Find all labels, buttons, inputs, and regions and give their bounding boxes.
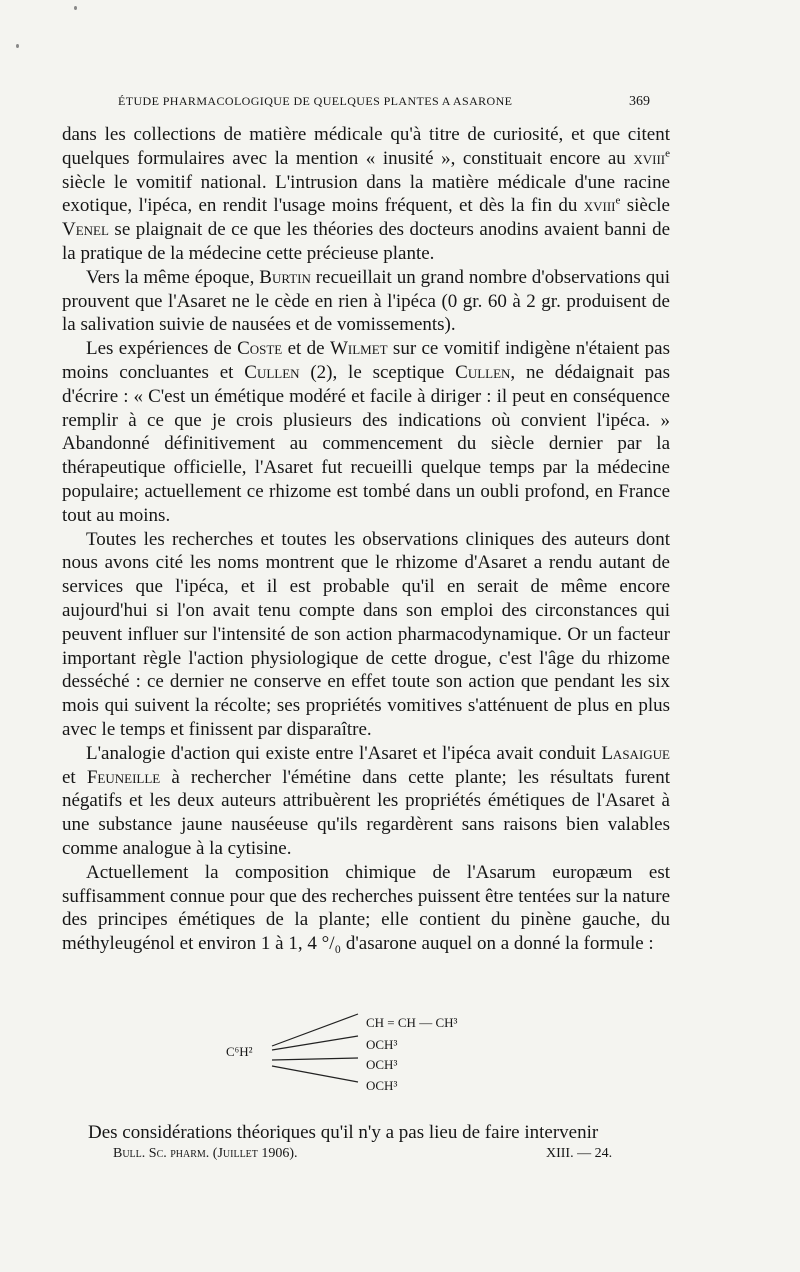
text-run: siècle le vomitif national. L'intrusion dans la matière médicale d'une racine exotique, l'ipéca, en rendit l'usage moins fréquent, et dès la fin du: [62, 171, 670, 217]
paragraph-4: Toutes les recherches et toutes les observations cliniques des auteurs dont nous avons cité les noms montrent que le rhizome d'Asaret a rendu autant de services que l'ipéca, et il est probable qu'il en serait de même encore aujourd'hui si l'on avait tenu compte dans son emploi des circonstances qui peuvent influer sur l'intensité de son action pharmacodynamique. Or un facteur important règle l'action physiologique de cette drogue, c'est l'âge du rhizome desséché : ce dernier ne conserve en effet toute son action que pendant les six mois qui suivent la récolte; ses propriétés vomitives s'atténuent de plus en plus avec le temps et finissent par disparaître.: [62, 528, 670, 740]
text-run: se plaignait de ce que les théories des docteurs anodins avaient banni de la pratique de la médecine cette précieuse plante.: [62, 219, 670, 264]
formula-group: OCH³: [366, 1078, 398, 1093]
formula-group: OCH³: [366, 1037, 398, 1052]
paragraph-6: Actuellement la composition chimique de l'Asarum europæum est suffisamment connue pour que des recherches puissent être tentées sur la nature des principes émétiques de la plante; elle contient du pinène gauche, du méthyleugénol et environ 1 à 1, 4 °/₀ d'asarone auquel on a donné la formule :: [62, 861, 670, 955]
formula-group: CH = CH — CH³: [366, 1015, 458, 1030]
paragraph-2: [62, 266, 670, 337]
journal-reference: Bull. Sc. pharm. (Juillet 1906).: [113, 1146, 298, 1161]
bond-line: [272, 1036, 358, 1050]
trailing-sentence: Des considérations théoriques qu'il n'y a pas lieu de faire intervenir: [88, 1122, 599, 1143]
bond-line: [272, 1066, 358, 1082]
body-text: [62, 123, 670, 956]
running-header: [118, 94, 648, 109]
volume-reference: XIII. — 24.: [546, 1146, 613, 1161]
bond-line: [272, 1058, 358, 1060]
text-run: , ne dédaignait pas d'écrire : « C'est un émétique modéré et facile à diriger : il peut en conséquence remplir à ce que je crois plusieurs des indications où convient l'ipéca. » Abandonné définitivement au commencement du siècle dernier par la thérapeutique officielle, l'Asaret fut recueilli quelque temps par la médecine populaire; actuellement ce rhizome est tombé dans un oubli profond, en France tout au moins.: [62, 361, 670, 526]
text-run: à rechercher l'émétine dans cette plante; les résultats furent négatifs et les deux auteurs attribuèrent les propriétés émétiques de l'Asaret à une substance jaune nauséeuse qu'ils regardèrent sans raisons bien valables comme analogue à la cytisine.: [62, 766, 670, 859]
author-name: Burtin: [259, 266, 311, 288]
scan-speck: [16, 44, 19, 48]
text-run: Les expériences de: [86, 338, 238, 360]
century-numeral: xviii: [633, 147, 666, 169]
paragraph-5: [62, 742, 670, 861]
page-number: 369: [629, 94, 650, 109]
author-name: Wilmet: [329, 338, 388, 360]
author-name: Venel: [62, 219, 109, 241]
author-name: Cullen: [244, 361, 300, 383]
asarone-formula: [220, 1008, 480, 1100]
text-run: (2), le sceptique: [299, 361, 456, 383]
author-name: Feuneille: [86, 766, 161, 788]
century-numeral: xviii: [583, 195, 616, 217]
superscript: e: [615, 195, 621, 208]
formula-group: OCH³: [366, 1057, 398, 1072]
author-name: Lasaigue: [601, 742, 670, 764]
bond-line: [272, 1014, 358, 1046]
text-run: sur ce vomitif indigène n'étaient pas moins concluantes et: [62, 338, 670, 383]
text-run: L'analogie d'action qui existe entre l'Asaret et l'ipéca avait conduit: [86, 742, 602, 764]
text-run: dans les collections de matière médicale qu'à titre de curiosité, et que citent quelques formulaires avec la mention « inusité », constituait encore au: [62, 124, 670, 169]
paragraph-3: [62, 337, 670, 527]
text-run: recueillait un grand nombre d'observations qui prouvent que l'Asaret ne le cède en rien à l'ipéca (0 gr. 60 à 2 gr. produisent de la salivation suivie de nausées et de vomissements).: [62, 266, 670, 336]
text-run: et de: [282, 338, 330, 360]
text-run: siècle: [620, 195, 670, 217]
scan-speck: [74, 6, 77, 10]
header-title: ÉTUDE PHARMACOLOGIQUE DE QUELQUES PLANTES A ASARONE: [118, 94, 513, 108]
author-name: Coste: [237, 338, 283, 360]
formula-core: C⁶H²: [226, 1044, 253, 1059]
paragraph-1: [62, 123, 670, 266]
text-run: et: [62, 766, 87, 788]
superscript: e: [665, 147, 670, 160]
author-name: Cullen: [455, 361, 511, 383]
text-run: Vers la même époque,: [86, 266, 260, 288]
